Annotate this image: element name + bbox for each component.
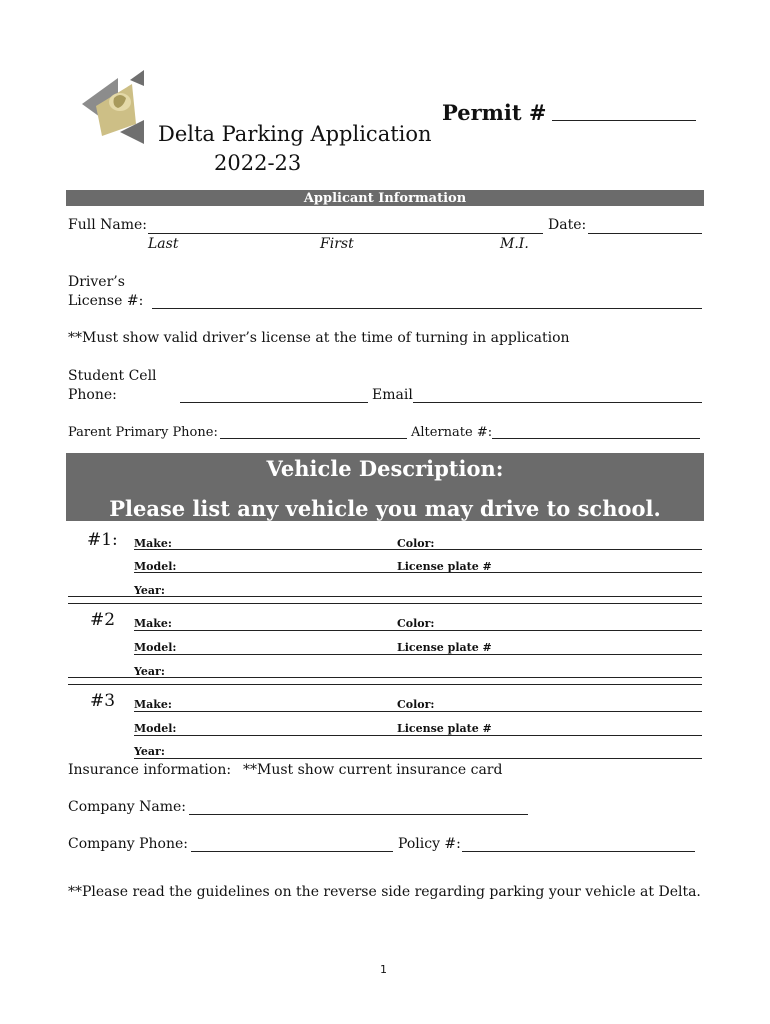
cell-label-line1: Student Cell [68,368,157,384]
vehicle-2-year-label: Year: [134,665,165,678]
vehicle-description-heading [66,453,704,521]
vehicle-2-number: #2 [90,610,116,630]
company-name-label: Company Name: [68,799,186,815]
vehicle-1-model-plate-field[interactable] [134,572,702,573]
insurance-label: Insurance information: [68,762,232,778]
guidelines-note: **Please read the guidelines on the reverse side regarding parking your vehicle at Delta. [68,884,701,900]
page-number: 1 [380,963,387,976]
vehicle-divider [68,603,702,604]
full-name-label: Full Name: [68,217,148,233]
vehicle-1-plate-label: License plate # [397,560,492,573]
vehicle-2-color-label: Color: [397,617,435,630]
company-name-field[interactable] [189,814,528,815]
cell-label-line2: Phone: [68,387,117,403]
license-number-field[interactable] [152,308,702,309]
parent-phone-label: Parent Primary Phone: [68,425,218,440]
vehicle-2-make-label: Make: [134,617,172,630]
date-field[interactable] [588,233,702,234]
vehicle-2-make-color-field[interactable] [134,630,702,631]
vehicle-3-year-label: Year: [134,745,165,758]
vehicle-3-number: #3 [90,691,116,711]
vehicle-1-number: #1: [87,530,118,550]
vehicle-2-model-label: Model: [134,641,177,654]
license-label-line1: Driver’s [68,274,125,290]
email-label: Email [372,387,413,403]
vehicle-1-make-label: Make: [134,537,172,550]
vehicle-2-model-plate-field[interactable] [134,654,702,655]
delta-logo [80,68,150,144]
permit-number-field[interactable] [552,120,696,121]
page-year: 2022-23 [214,151,302,175]
alternate-phone-label: Alternate #: [411,425,493,440]
vehicle-3-plate-label: License plate # [397,722,492,735]
vehicle-3-make-color-field[interactable] [134,711,702,712]
vehicle-1-year-field[interactable] [68,596,702,597]
license-label-line2: License #: [68,293,144,309]
vehicle-3-model-label: Model: [134,722,177,735]
vehicle-3-color-label: Color: [397,698,435,711]
vehicle-2-plate-label: License plate # [397,641,492,654]
license-note: **Must show valid driver’s license at the time of turning in application [68,330,570,346]
vehicle-1-make-color-field[interactable] [134,549,702,550]
alternate-phone-field[interactable] [492,438,700,439]
email-field[interactable] [413,402,702,403]
policy-label: Policy #: [398,836,461,852]
vehicle-divider [68,684,702,685]
vehicle-1-model-label: Model: [134,560,177,573]
full-name-field[interactable] [148,233,543,234]
vehicle-3-year-field[interactable] [134,758,702,759]
page-title: Delta Parking Application [158,122,432,146]
vehicle-3-make-label: Make: [134,698,172,711]
student-cell-field[interactable] [180,402,368,403]
vehicle-2-year-field[interactable] [68,677,702,678]
company-phone-field[interactable] [191,851,393,852]
applicant-info-heading: Applicant Information [66,190,704,206]
permit-label: Permit # [442,100,547,125]
first-name-sublabel: First [320,236,354,252]
policy-number-field[interactable] [462,851,695,852]
company-phone-label: Company Phone: [68,836,188,852]
parent-phone-field[interactable] [220,438,407,439]
vehicle-heading-line2: Please list any vehicle you may drive to school. [109,496,661,521]
vehicle-1-color-label: Color: [397,537,435,550]
middle-initial-sublabel: M.I. [500,236,529,252]
insurance-note: **Must show current insurance card [243,762,503,778]
vehicle-heading-line1: Vehicle Description: [266,456,504,481]
last-name-sublabel: Last [148,236,179,252]
vehicle-1-year-label: Year: [134,584,165,597]
vehicle-3-model-plate-field[interactable] [134,735,702,736]
date-label: Date: [548,217,587,233]
